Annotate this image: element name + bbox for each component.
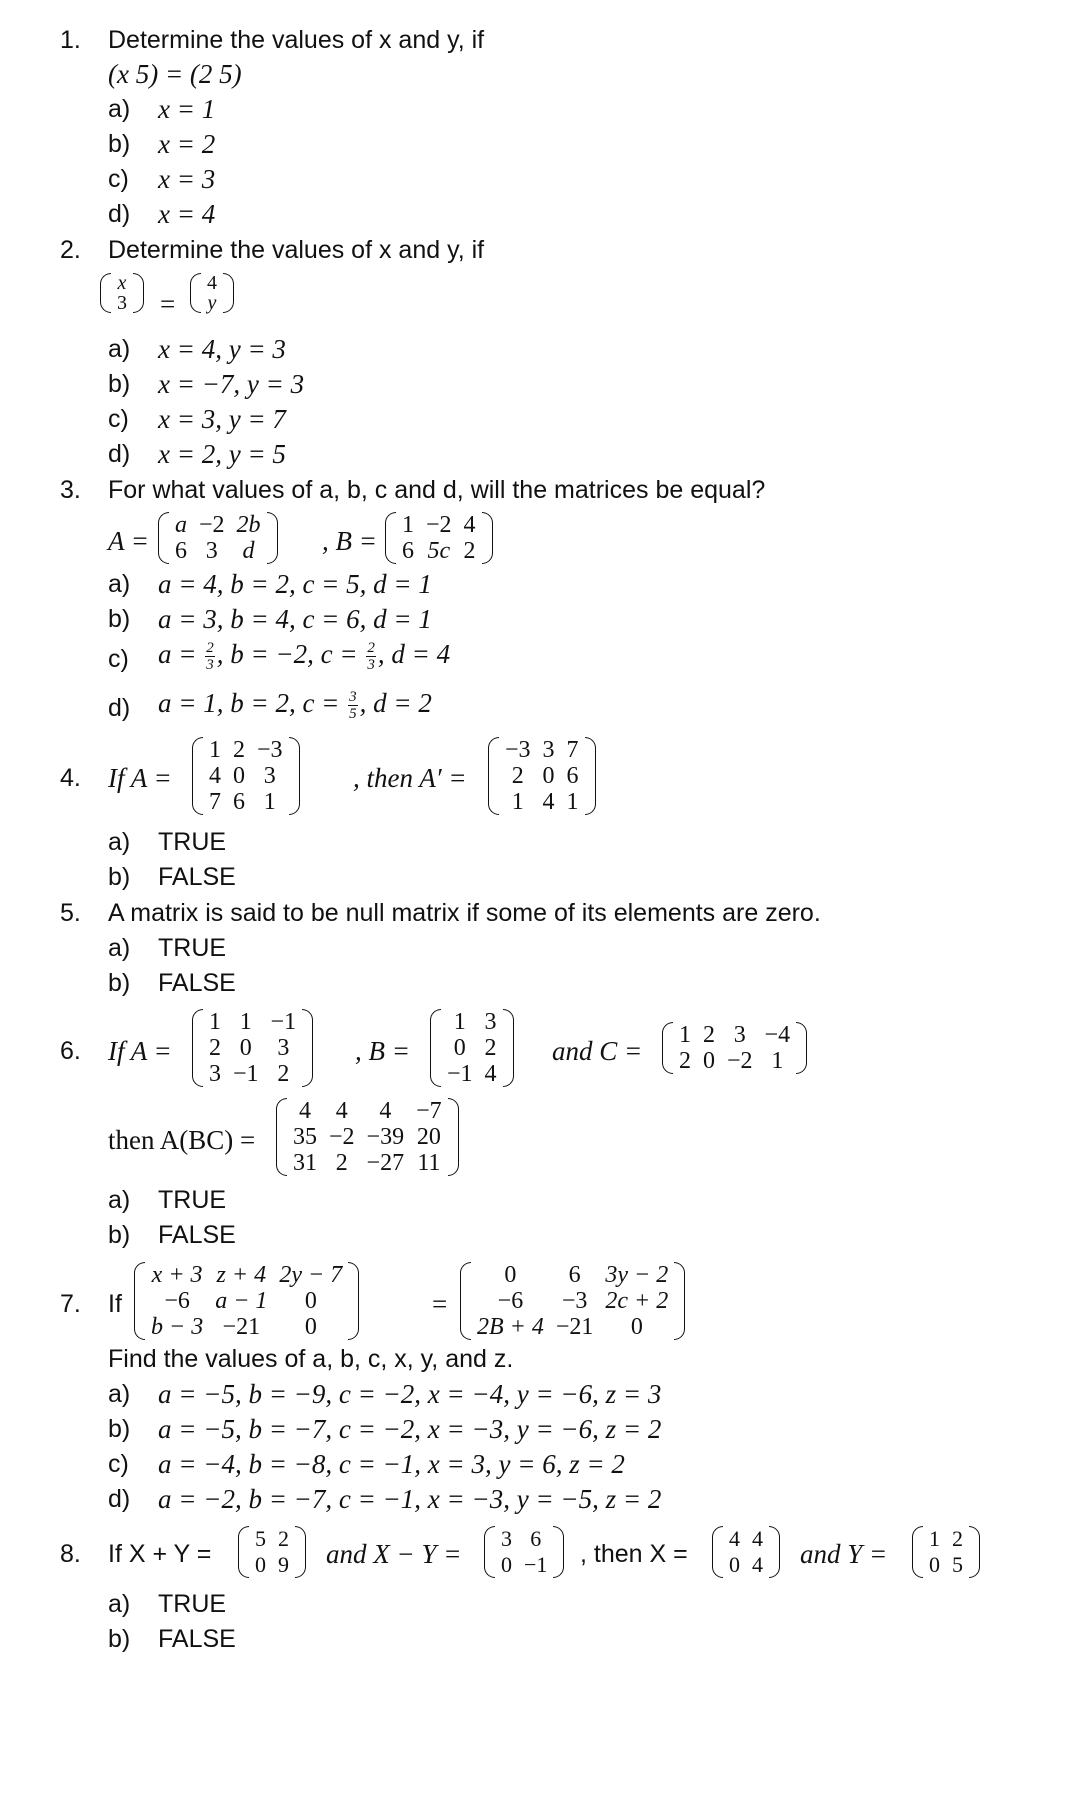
cell: 0 (729, 1552, 740, 1577)
q1-option-b: x = 2 (158, 129, 216, 159)
numerator: 2 (206, 640, 214, 657)
cell: −3 (561, 1288, 588, 1314)
cell: −1 (447, 1061, 473, 1087)
q6-matrix-b (430, 1009, 514, 1087)
q2-text: Determine the values of x and y, if (108, 236, 485, 264)
cell: b − 3 (151, 1314, 204, 1340)
q1-text: Determine the values of x and y, if (108, 26, 485, 54)
cell: x + 3 (151, 1262, 203, 1288)
fraction (205, 640, 215, 673)
q5-text: A matrix is said to be null matrix if some of its elements are zero. (108, 899, 821, 927)
cell: −1 (524, 1552, 548, 1577)
q3-option-d-pre: a = 1, b = 2, c = (158, 688, 340, 718)
cell: 4 (542, 789, 555, 815)
denominator: 3 (206, 657, 214, 674)
cell: −1 (270, 1009, 297, 1035)
cell: a − 1 (215, 1288, 268, 1314)
cell: 1 (209, 1009, 221, 1035)
cell: 4 (752, 1552, 763, 1577)
q7-equals: = (432, 1289, 448, 1319)
cell: 35 (293, 1124, 317, 1150)
q3-b-label: , B = (322, 526, 377, 556)
q8-y-matrix (912, 1526, 980, 1578)
cell: y (207, 292, 217, 314)
q2-rhs-vector (190, 273, 234, 313)
cell: 3 (263, 763, 276, 789)
q2-option-c-letter: c) (108, 405, 129, 433)
cell: 1 (263, 789, 276, 815)
q1-equation: (x 5) = (2 5) (108, 59, 242, 89)
q2-option-d: x = 2, y = 5 (158, 439, 286, 469)
cell: −21 (222, 1314, 261, 1340)
cell: 4 (729, 1526, 740, 1551)
q5-option-a-letter: a) (108, 934, 131, 962)
cell: 2b (236, 512, 261, 538)
q2-option-a-letter: a) (108, 335, 131, 363)
q1-option-c: x = 3 (158, 164, 216, 194)
q7-option-a-letter: a) (108, 1380, 131, 1408)
q8-lead: If X + Y = (108, 1540, 212, 1568)
cell: 0 (304, 1288, 317, 1314)
q2-number: 2. (60, 236, 81, 264)
fraction (366, 640, 376, 673)
q2-option-a: x = 4, y = 3 (158, 334, 286, 364)
q8-number: 8. (60, 1540, 81, 1568)
cell: −1 (233, 1061, 259, 1087)
q7-option-b-letter: b) (108, 1415, 131, 1443)
q7-option-c: a = −4, b = −8, c = −1, x = 3, y = 6, z = 2 (158, 1449, 625, 1479)
q3-a-label: A = (108, 526, 149, 556)
q8-option-b: FALSE (158, 1625, 236, 1653)
cell: 2 (277, 1061, 290, 1087)
cell: 3 (205, 538, 218, 564)
q8-mid2: , then X = (580, 1540, 688, 1568)
q5-option-b: FALSE (158, 969, 236, 997)
fraction (348, 689, 358, 722)
cell: 3y − 2 (605, 1262, 669, 1288)
q4-option-a: TRUE (158, 828, 227, 856)
q7-option-a: a = −5, b = −9, c = −2, x = −4, y = −6, z = 3 (158, 1379, 662, 1409)
cell: 0 (703, 1048, 715, 1074)
cell: 9 (278, 1552, 289, 1577)
cell: 5 (255, 1526, 266, 1551)
cell: 1 (511, 789, 524, 815)
q8-x-matrix (712, 1526, 780, 1578)
cell: 2 (952, 1526, 963, 1551)
cell: −6 (164, 1288, 190, 1314)
cell: 3 (542, 737, 555, 763)
cell: 1 (679, 1022, 691, 1048)
q7-option-d: a = −2, b = −7, c = −1, x = −3, y = −5, z = 2 (158, 1484, 662, 1514)
cell: z + 4 (216, 1262, 267, 1288)
q4-number: 4. (60, 764, 81, 792)
cell: 4 (299, 1098, 311, 1124)
q7-lead: If (108, 1290, 122, 1318)
cell: 1 (239, 1009, 252, 1035)
cell: 1 (771, 1048, 784, 1074)
q7-option-b: a = −5, b = −7, c = −2, x = −3, y = −6, z = 2 (158, 1414, 662, 1444)
cell: 2 (703, 1022, 715, 1048)
cell: 4 (484, 1061, 497, 1087)
cell: 4 (209, 763, 221, 789)
q5-number: 5. (60, 899, 81, 927)
q3-option-c-mid: , b = −2, c = (216, 639, 358, 669)
q3-option-b: a = 3, b = 4, c = 6, d = 1 (158, 604, 432, 634)
q2-option-b-letter: b) (108, 370, 131, 398)
q6-option-b-letter: b) (108, 1221, 131, 1249)
q3-matrix-b (385, 512, 493, 564)
q7-number: 7. (60, 1290, 81, 1318)
q4-mid: , then A′ = (353, 763, 467, 793)
q2-option-d-letter: d) (108, 440, 131, 468)
cell: 5 (952, 1552, 963, 1577)
cell: 2 (679, 1048, 691, 1074)
q1-option-d: x = 4 (158, 199, 216, 229)
cell: 31 (293, 1150, 317, 1176)
q6-lead: If A = (108, 1036, 172, 1066)
cell: 3 (277, 1035, 290, 1061)
cell: 3 (209, 1061, 221, 1087)
cell: 11 (417, 1150, 441, 1176)
q8-option-b-letter: b) (108, 1625, 131, 1653)
q6-option-b: FALSE (158, 1221, 236, 1249)
cell: 2 (511, 763, 524, 789)
q8-sum-matrix (238, 1526, 306, 1578)
cell: −7 (416, 1098, 442, 1124)
cell: 5c (427, 538, 451, 564)
cell: 0 (630, 1314, 643, 1340)
q3-number: 3. (60, 476, 81, 504)
q4-option-b-letter: b) (108, 863, 131, 891)
q3-option-d (158, 685, 432, 722)
cell: 3 (501, 1526, 512, 1551)
cell: d (242, 538, 255, 564)
cell: 7 (566, 737, 579, 763)
cell: 6 (530, 1526, 542, 1551)
denominator: 5 (349, 706, 357, 723)
cell: 3 (484, 1009, 497, 1035)
q5-option-b-letter: b) (108, 969, 131, 997)
cell: 4 (379, 1098, 392, 1124)
cell: 2 (463, 538, 476, 564)
q3-option-c (158, 636, 450, 673)
cell: 2 (209, 1035, 221, 1061)
cell: 6 (402, 538, 414, 564)
q2-equals: = (160, 289, 176, 319)
cell: 4 (752, 1526, 763, 1551)
cell: 2 (484, 1035, 497, 1061)
q3-option-c-pre: a = (158, 639, 197, 669)
q3-option-a-letter: a) (108, 570, 131, 598)
q6-option-a: TRUE (158, 1186, 227, 1214)
q1-option-c-letter: c) (108, 165, 129, 193)
q5-option-a: TRUE (158, 934, 227, 962)
cell: 3 (117, 292, 127, 314)
q3-text: For what values of a, b, c and d, will the matrices be equal? (108, 476, 766, 504)
q8-mid3: and Y = (800, 1539, 888, 1569)
cell: 6 (175, 538, 187, 564)
cell: 0 (453, 1035, 466, 1061)
cell: −21 (555, 1314, 594, 1340)
q6-number: 6. (60, 1037, 81, 1065)
q7-option-d-letter: d) (108, 1485, 131, 1513)
cell: 0 (504, 1262, 517, 1288)
q1-option-a: x = 1 (158, 94, 216, 124)
q3-option-a: a = 4, b = 2, c = 5, d = 1 (158, 569, 432, 599)
cell: 1 (402, 512, 414, 538)
cell: −2 (426, 512, 452, 538)
q1-option-b-letter: b) (108, 130, 131, 158)
q1-option-d-letter: d) (108, 200, 131, 228)
cell: 0 (542, 763, 555, 789)
q3-option-b-letter: b) (108, 605, 131, 633)
q6-matrix-a (192, 1009, 313, 1087)
q3-option-c-letter: c) (108, 645, 129, 673)
numerator: 3 (349, 689, 357, 706)
q6-b-label: , B = (355, 1036, 410, 1066)
cell: 0 (304, 1314, 317, 1340)
cell: −3 (505, 737, 531, 763)
cell: 2 (335, 1150, 348, 1176)
cell: 6 (566, 763, 579, 789)
q8-diff-matrix (484, 1526, 564, 1578)
cell: 4 (207, 272, 217, 294)
q6-option-a-letter: a) (108, 1186, 131, 1214)
cell: 2B + 4 (477, 1314, 544, 1340)
q1-option-a-letter: a) (108, 95, 131, 123)
q8-option-a: TRUE (158, 1590, 227, 1618)
cell: 0 (501, 1552, 512, 1577)
cell: 1 (453, 1009, 466, 1035)
cell: −2 (727, 1048, 753, 1074)
cell: 0 (239, 1035, 252, 1061)
cell: 7 (209, 789, 221, 815)
q4-option-a-letter: a) (108, 828, 131, 856)
q6-matrix-c (662, 1022, 807, 1074)
q4-lead: If A = (108, 763, 172, 793)
q4-matrix-a-transpose (488, 737, 596, 815)
cell: 0 (255, 1552, 266, 1577)
cell: 2 (278, 1526, 289, 1551)
cell: 4 (335, 1098, 348, 1124)
q4-matrix-a (192, 737, 300, 815)
cell: 0 (929, 1552, 940, 1577)
q1-number: 1. (60, 26, 81, 54)
q8-option-a-letter: a) (108, 1590, 131, 1618)
cell: 2 (233, 737, 245, 763)
q3-matrix-a (158, 512, 278, 564)
cell: 6 (568, 1262, 581, 1288)
q7-left-matrix (134, 1262, 359, 1340)
q2-option-c: x = 3, y = 7 (158, 404, 286, 434)
q7-right-matrix (460, 1262, 685, 1340)
cell: 20 (416, 1124, 441, 1150)
cell: 0 (233, 763, 245, 789)
q2-option-b: x = −7, y = 3 (158, 369, 305, 399)
q4-option-b: FALSE (158, 863, 236, 891)
cell: 2y − 7 (279, 1262, 343, 1288)
cell: 1 (566, 789, 579, 815)
numerator: 2 (367, 640, 375, 657)
cell: −39 (366, 1124, 405, 1150)
cell: 1 (929, 1526, 940, 1551)
cell: 6 (233, 789, 245, 815)
q3-option-d-post: , d = 2 (359, 688, 432, 718)
cell: 1 (209, 737, 221, 763)
cell: 4 (463, 512, 476, 538)
q7-find: Find the values of a, b, c, x, y, and z. (108, 1345, 514, 1373)
cell: −27 (366, 1150, 405, 1176)
cell: 2c + 2 (605, 1288, 669, 1314)
q6-matrix-abc (276, 1098, 459, 1176)
q3-option-d-letter: d) (108, 694, 131, 722)
cell: a (175, 512, 187, 538)
q2-lhs-vector (100, 273, 144, 313)
denominator: 3 (367, 657, 375, 674)
q8-mid1: and X − Y = (326, 1539, 462, 1569)
cell: −2 (199, 512, 225, 538)
cell: 3 (733, 1022, 746, 1048)
q3-option-c-post: , d = 4 (377, 639, 451, 669)
q6-c-label: and C = (552, 1036, 643, 1066)
cell: −4 (764, 1022, 791, 1048)
cell: −6 (497, 1288, 524, 1314)
q7-option-c-letter: c) (108, 1450, 129, 1478)
cell: −3 (257, 737, 283, 763)
cell: x (117, 272, 127, 294)
q6-then: then A(BC) = (108, 1125, 256, 1155)
cell: −2 (329, 1124, 355, 1150)
